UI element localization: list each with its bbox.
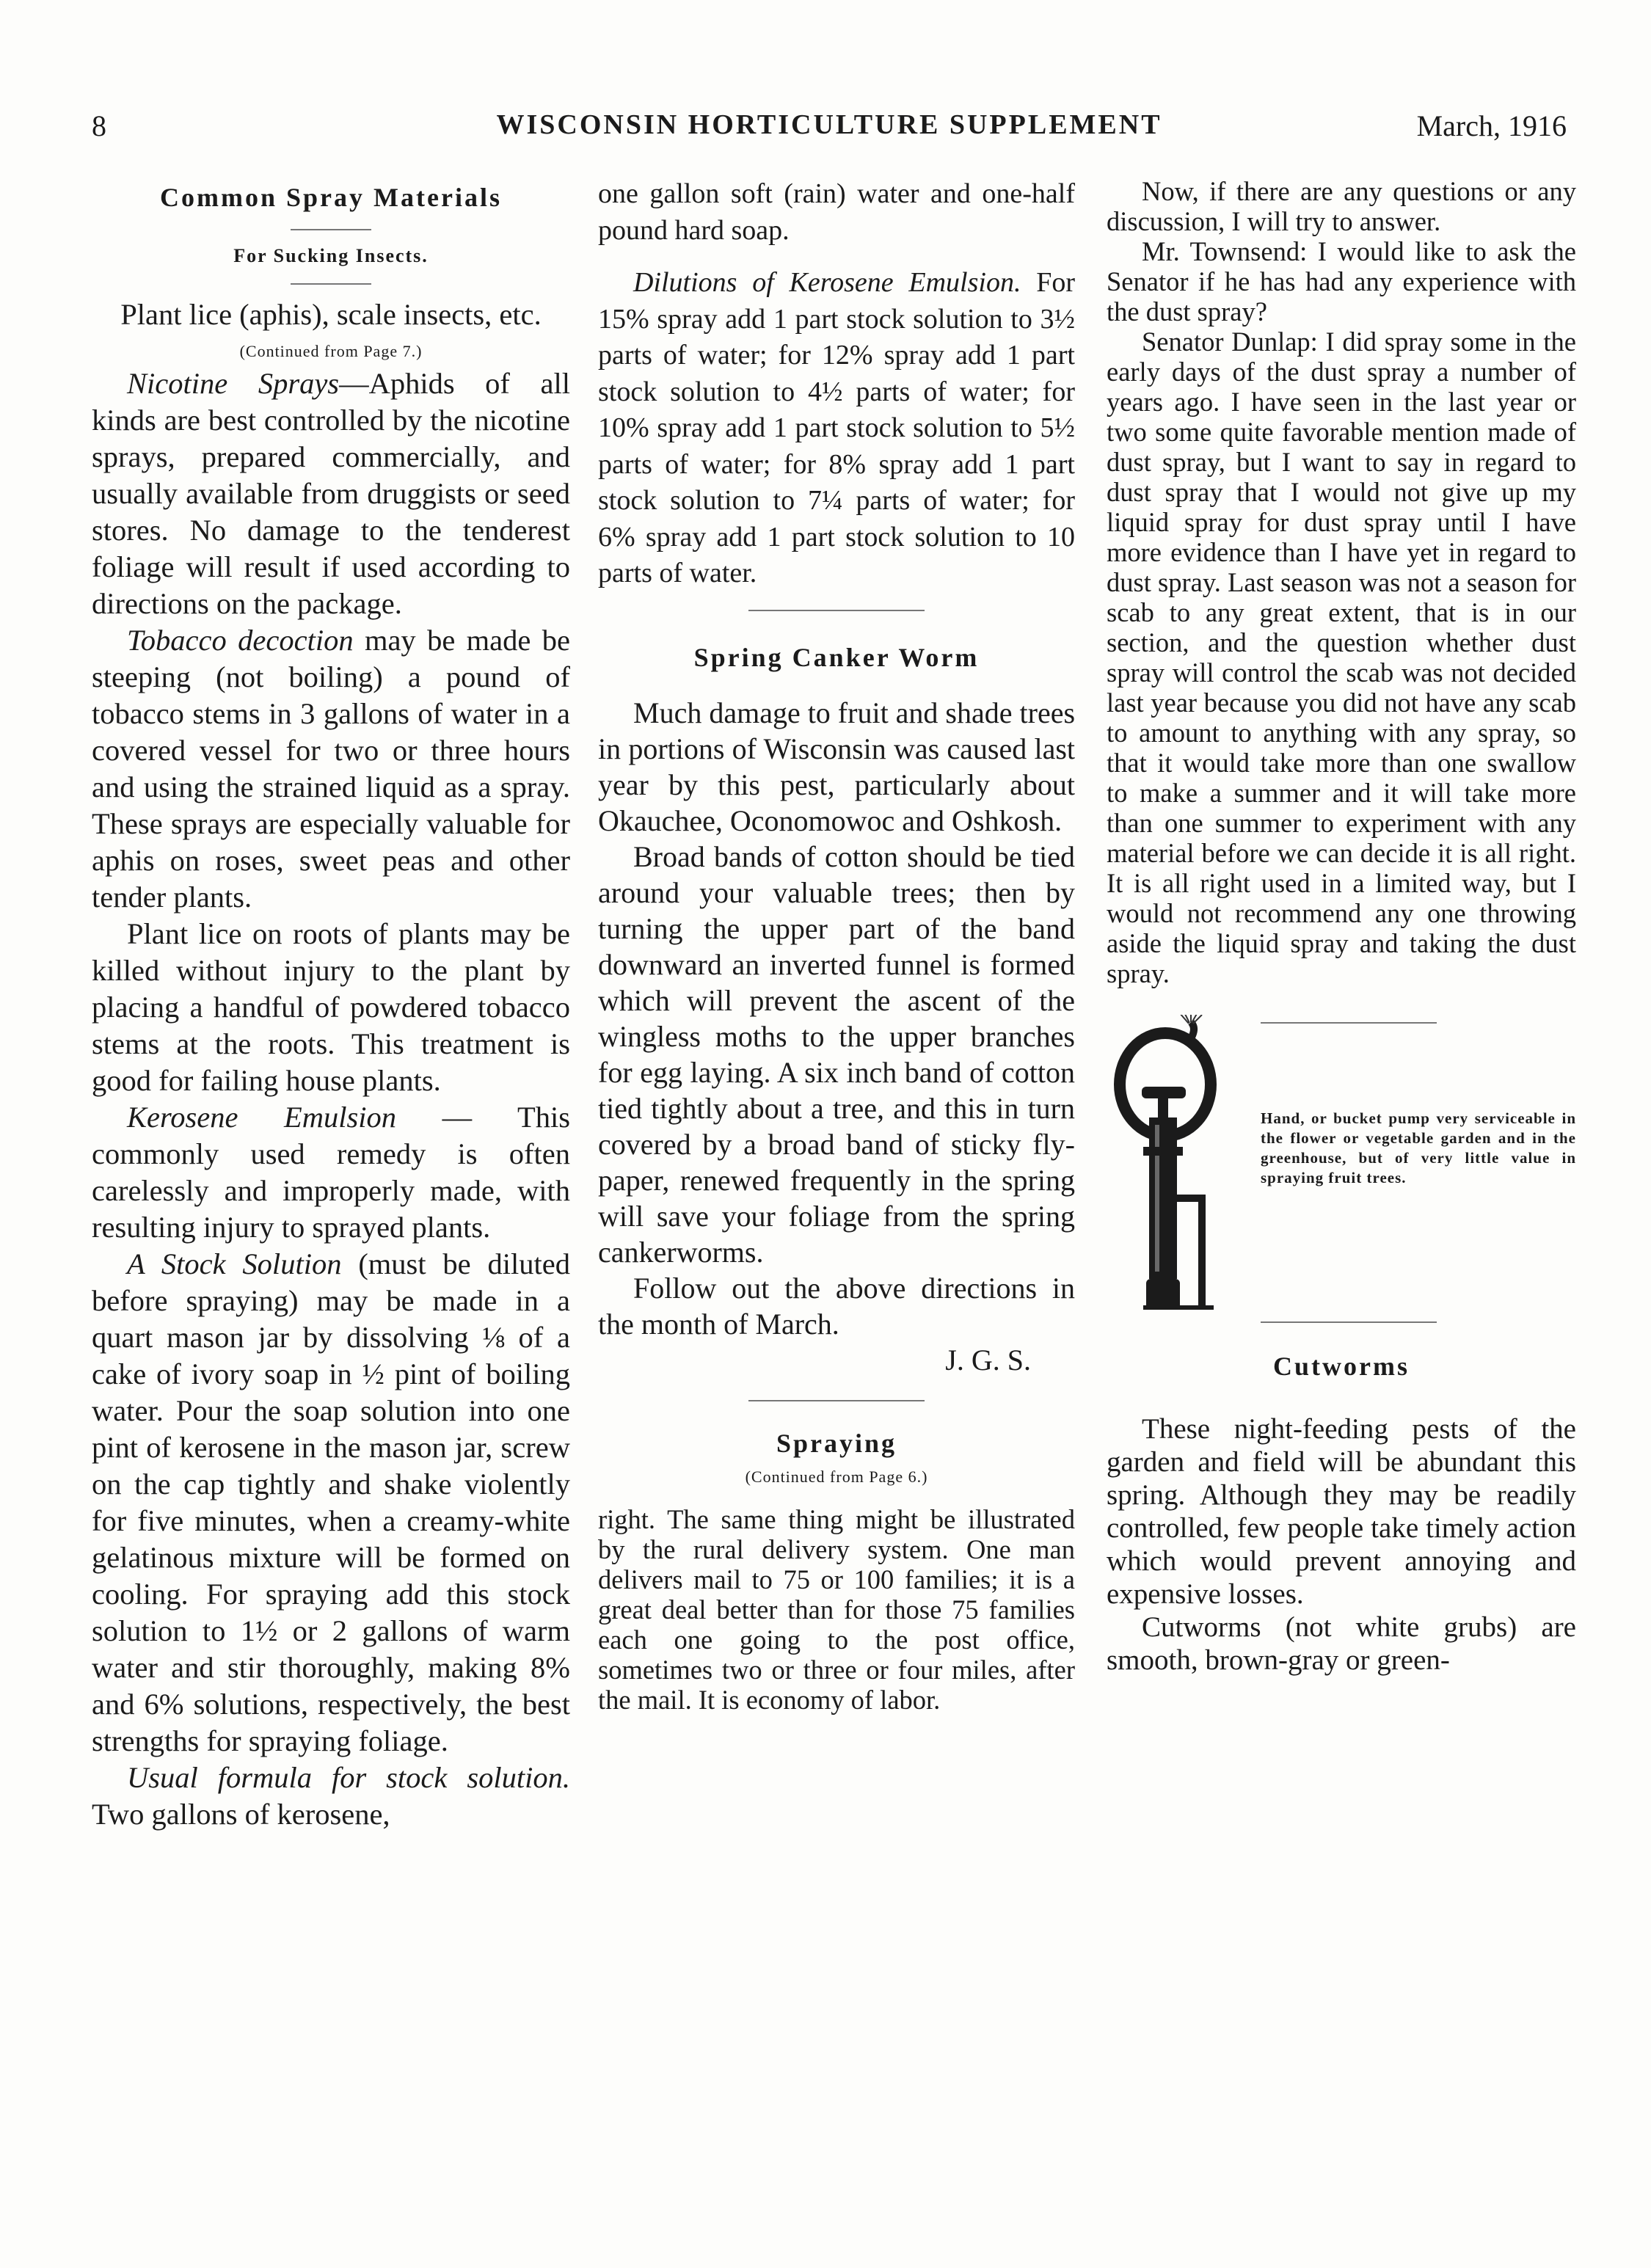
divider [1261,1321,1437,1323]
author-initials: J. G. S. [945,1343,1031,1377]
intro-text: Plant lice (aphis), scale insects, etc. [120,298,542,331]
continued-note-spraying: (Continued from Page 6.) [745,1467,928,1486]
term-tobacco: Tobacco decoction [127,624,354,657]
paragraph-spraying: right. The same thing might be illustrated by the rural delivery system. One man delivers mail to 75 or 100 families; it is a great deal better than for those 75 families each one going to the post office, sometimes two or three or four miles, after the mail. It is economy of labor. [598,1503,1075,1715]
text-nicotine: —Aphids of all kinds are best controlled by the nicotine sprays, prepared commercially, and usually available from druggists or seed stores. No damage to the tenderest foliage will result if used according to directions on the package. [92,367,570,620]
publication-title: WISCONSIN HORTICULTURE SUPPLEMENT [496,109,1162,140]
bucket-pump-illustration [1107,1015,1231,1316]
column-1 [92,176,570,1833]
paragraph-nicotine [92,365,570,622]
text-kerosene: — This commonly used remedy is often carelessly and improperly made, with resulting injury to sprayed plants. [92,1101,570,1244]
paragraph-formula [92,1760,570,1833]
paragraph-roots: Plant lice on roots of plants may be killed without injury to the plant by placing a handful of powdered tobacco stems at the roots. This treatment is good for failing house plants. [92,917,570,1097]
pump-caption: Hand, or bucket pump very serviceable in the flower or vegetable garden and in the greenhouse, but of very little value in spraying fruit trees. [1261,1109,1576,1186]
paragraph-canker-1: Much damage to fruit and shade trees in portions of Wisconsin was caused last year by this pest, particularly about Okauchee, Oconomowoc and Oshkosh. [598,696,1076,837]
text-formula: Two gallons of kerosene, [92,1798,390,1831]
paragraph-tobacco [92,622,570,916]
divider [291,283,371,285]
paragraph-canker-2: Broad bands of cotton should be tied around your valuable trees; then by turning the upper part of the band downward an inverted funnel is formed which will prevent the ascent of the wingless moths to the upper branches for egg laying. A six inch band of cotton tied tightly about a tree, and this in turn covered by a broad band of sticky fly-paper, renewed frequently in the spring will save your foliage from the spring cankerworms. [598,839,1075,1269]
text-tobacco: may be made be steeping (not boiling) a pound of tobacco stems in 3 gallons of water in a covered vessel for two or three hours and using the strained liquid as a spray. These sprays are especially valuable for aphis on roses, sweet peas and other tender plants. [92,624,570,914]
column-3 [1107,176,1576,1677]
divider [748,610,925,611]
section-heading-cutworms: Cutworms [1273,1352,1410,1381]
paragraph-kerosene [92,1099,570,1246]
paragraph-continuation: one gallon soft (rain) water and one-half pound hard soap. [598,178,1075,246]
paragraph-questions: Now, if there are any questions or any discussion, I will try to answer. [1107,176,1576,236]
paragraph-canker-3: Follow out the above directions in the month of March. [598,1271,1075,1341]
column-2 [598,176,1075,1715]
pump-figure [1107,1015,1576,1330]
paragraph-dilutions [598,265,1075,592]
section-heading-spray-materials: Common Spray Materials [160,183,502,212]
divider [291,229,371,230]
section-heading-canker-worm: Spring Canker Worm [693,642,980,672]
paragraph-cutworms-2: Cutworms (not white grubs) are smooth, brown-gray or green- [1107,1611,1576,1676]
page-number: 8 [92,109,106,142]
paragraph-townsend: Mr. Townsend: I would like to ask the Senator if he has had any experience with the dust spray? [1107,236,1576,327]
term-formula: Usual formula for stock solution. [127,1761,570,1794]
paragraph-stock-solution [92,1246,570,1760]
section-heading-spraying: Spraying [776,1428,897,1458]
paragraph-cutworms-1: These night-feeding pests of the garden and field will be abundant this spring. Although they may be readily controlled, few people take timely action which would prevent annoying and expensive losses. [1107,1413,1576,1610]
term-stock: A Stock Solution [127,1247,342,1280]
subheading-sucking-insects: For Sucking Insects. [233,245,429,266]
continued-note: (Continued from Page 7.) [239,342,423,360]
term-kerosene: Kerosene Emulsion [127,1101,397,1134]
divider [1261,1022,1437,1024]
divider [748,1400,925,1401]
term-dilutions: Dilutions of Kerosene Emulsion. [633,267,1021,298]
paragraph-dunlap: Senator Dunlap: I did spray some in the early days of the dust spray a number of years ago. I have seen in the last year or two some quite favorable mention made of dust spray, but I want to say in regard to dust spray that I would not give up my liquid spray for dust spray until I have more evidence than I have yet in regard to dust spray. Last season was not a season for scab to any great extent, that is in our section, and the question whether dust spray will control the scab was not decided last year because you did not have any scab to amount to anything with any spray, so that it would take more than one swallow to make a summer and it will take more than one summer to experiment with any material before we can decide it is all right. It is all right used in a limited way, but I would not recommend any one throwing aside the liquid spray and taking the dust spray. [1107,327,1576,988]
term-nicotine: Nicotine Sprays [127,367,340,400]
text-stock: (must be diluted before spraying) may be made in a quart mason jar by dissolving ⅛ of a cake of ivory soap in ½ pint of boiling water. Pour the soap solution into one pint of kerosene in the mason jar, screw on the cap tightly and shake violently for five minutes, when a creamy-white gelatinous mixture will be formed on cooling. For spraying add this stock solution to 1½ or 2 gallons of warm water and stir thoroughly, making 8% and 6% solutions, respectively, the best strengths for spraying foliage. [92,1247,571,1757]
text-dilutions: For 15% spray add 1 part stock solution to 3½ parts of water; for 12% spray add 1 part stock solution to 4½ parts of water; for 10% spray add 1 part stock solution to 5½ parts of water; for 8% spray add 1 part stock solution to 7¼ parts of water; for 6% spray add 1 part stock solution to 10 parts of water. [598,267,1075,588]
issue-date: March, 1916 [1416,109,1567,142]
page-header [92,109,1567,153]
